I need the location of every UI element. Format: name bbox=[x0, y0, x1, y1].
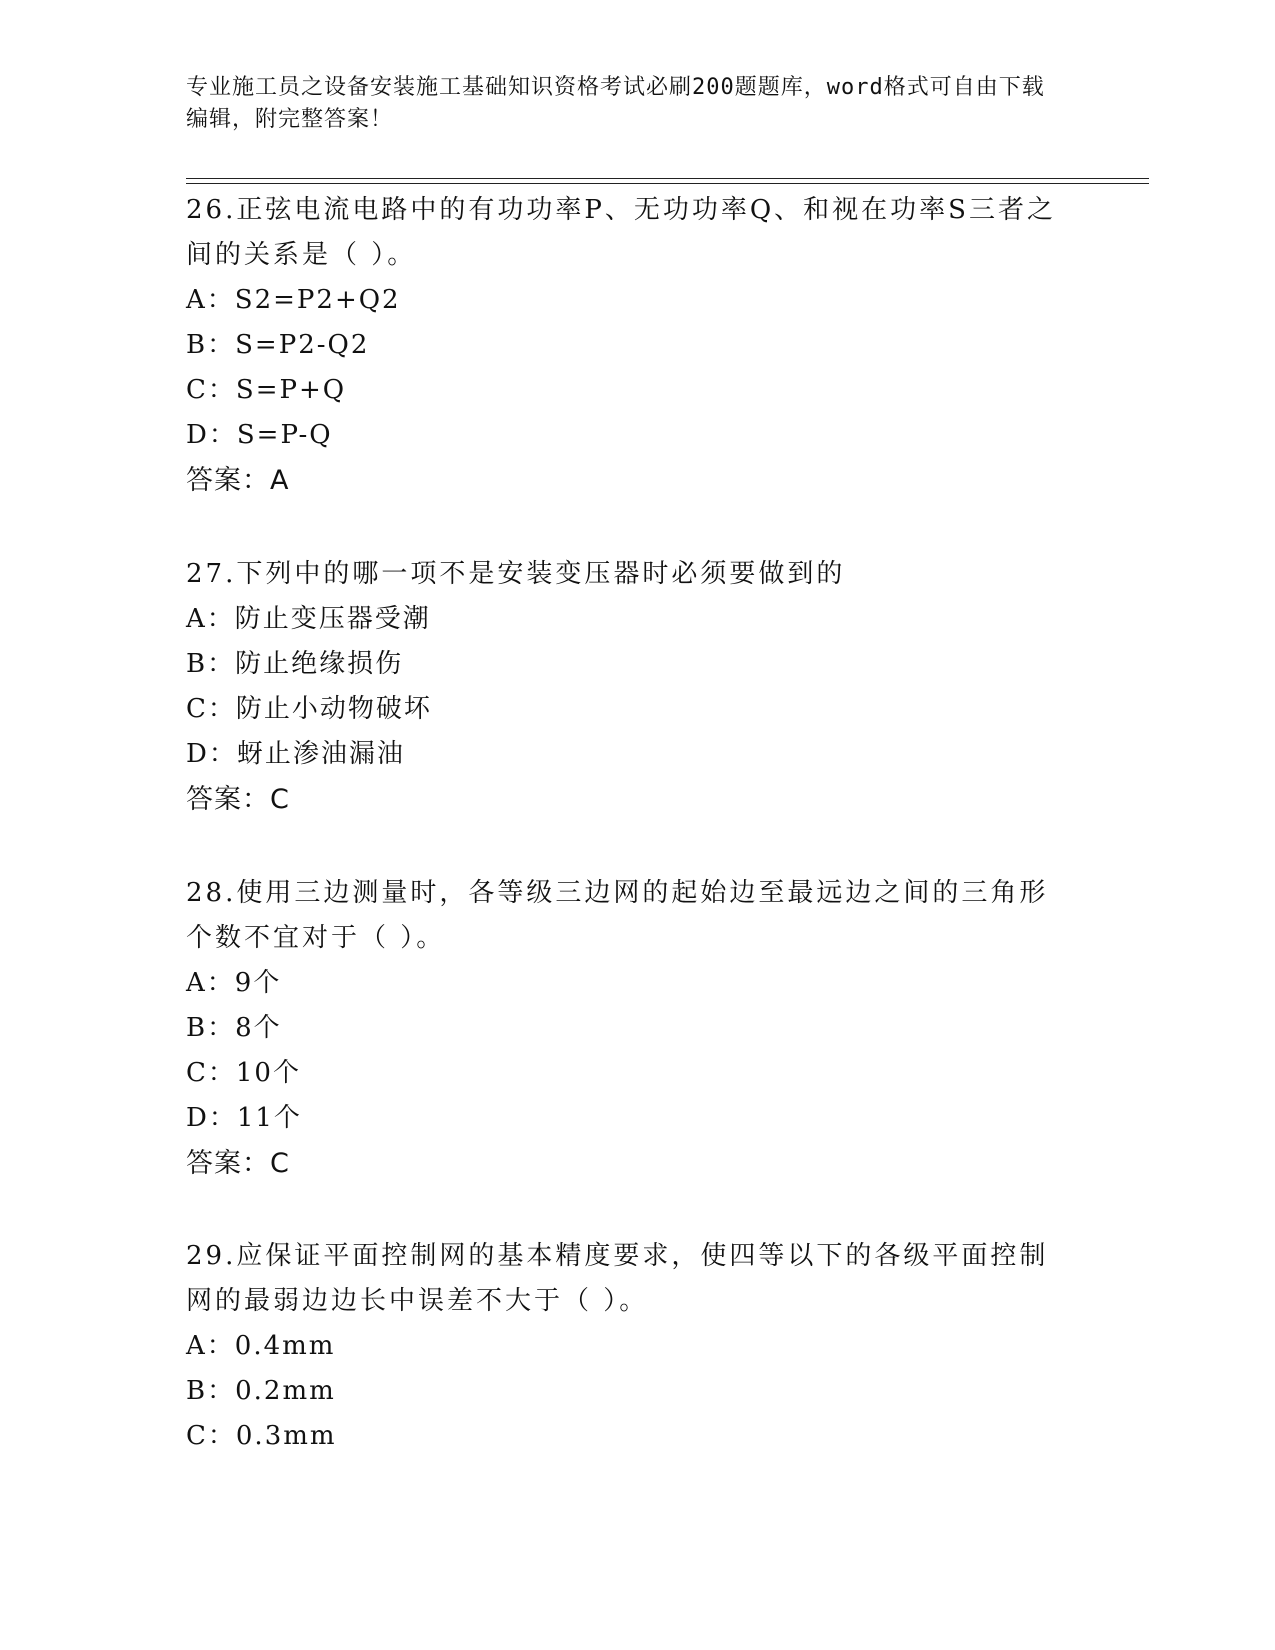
question-stem: 28.使用三边测量时，各等级三边网的起始边至最远边之间的三角形个数不宜对于（ ）。 bbox=[186, 878, 1049, 953]
option-b: B：0.2mm bbox=[186, 1376, 336, 1406]
question-26 bbox=[186, 188, 1066, 503]
answer-line: 答案：A bbox=[186, 465, 290, 496]
option-d: D：蚜止渗油漏油 bbox=[186, 739, 405, 769]
option-a: A：防止变压器受潮 bbox=[186, 604, 431, 634]
option-b: B：8个 bbox=[186, 1013, 282, 1043]
option-c: C：0.3mm bbox=[186, 1421, 337, 1451]
option-a: A：0.4mm bbox=[186, 1331, 336, 1361]
answer-line: 答案：C bbox=[186, 1148, 290, 1179]
header-divider-bottom bbox=[186, 183, 1149, 184]
question-stem: 29.应保证平面控制网的基本精度要求，使四等以下的各级平面控制网的最弱边边长中误差不大于（ ）。 bbox=[186, 1241, 1049, 1316]
question-29 bbox=[186, 1234, 1066, 1459]
option-b: B：防止绝缘损伤 bbox=[186, 649, 404, 679]
question-28 bbox=[186, 871, 1066, 1186]
option-c: C：10个 bbox=[186, 1058, 301, 1088]
option-c: C：防止小动物破坏 bbox=[186, 694, 432, 724]
option-b: B：S=P2-Q2 bbox=[186, 330, 370, 360]
question-27 bbox=[186, 552, 1066, 822]
question-stem: 27.下列中的哪一项不是安装变压器时必须要做到的 bbox=[186, 559, 846, 589]
document-header: 专业施工员之设备安装施工基础知识资格考试必刷200题题库，word格式可自由下载编辑，附完整答案！ bbox=[186, 75, 1045, 132]
question-stem: 26.正弦电流电路中的有功功率P、无功功率Q、和视在功率S三者之间的关系是（ ）。 bbox=[186, 195, 1056, 270]
option-d: D：11个 bbox=[186, 1103, 302, 1133]
header-divider-top bbox=[186, 178, 1149, 179]
option-c: C：S=P+Q bbox=[186, 375, 347, 405]
option-a: A：9个 bbox=[186, 968, 282, 998]
answer-line: 答案：C bbox=[186, 784, 290, 815]
option-d: D：S=P-Q bbox=[186, 420, 333, 450]
option-a: A：S2=P2+Q2 bbox=[186, 285, 401, 315]
